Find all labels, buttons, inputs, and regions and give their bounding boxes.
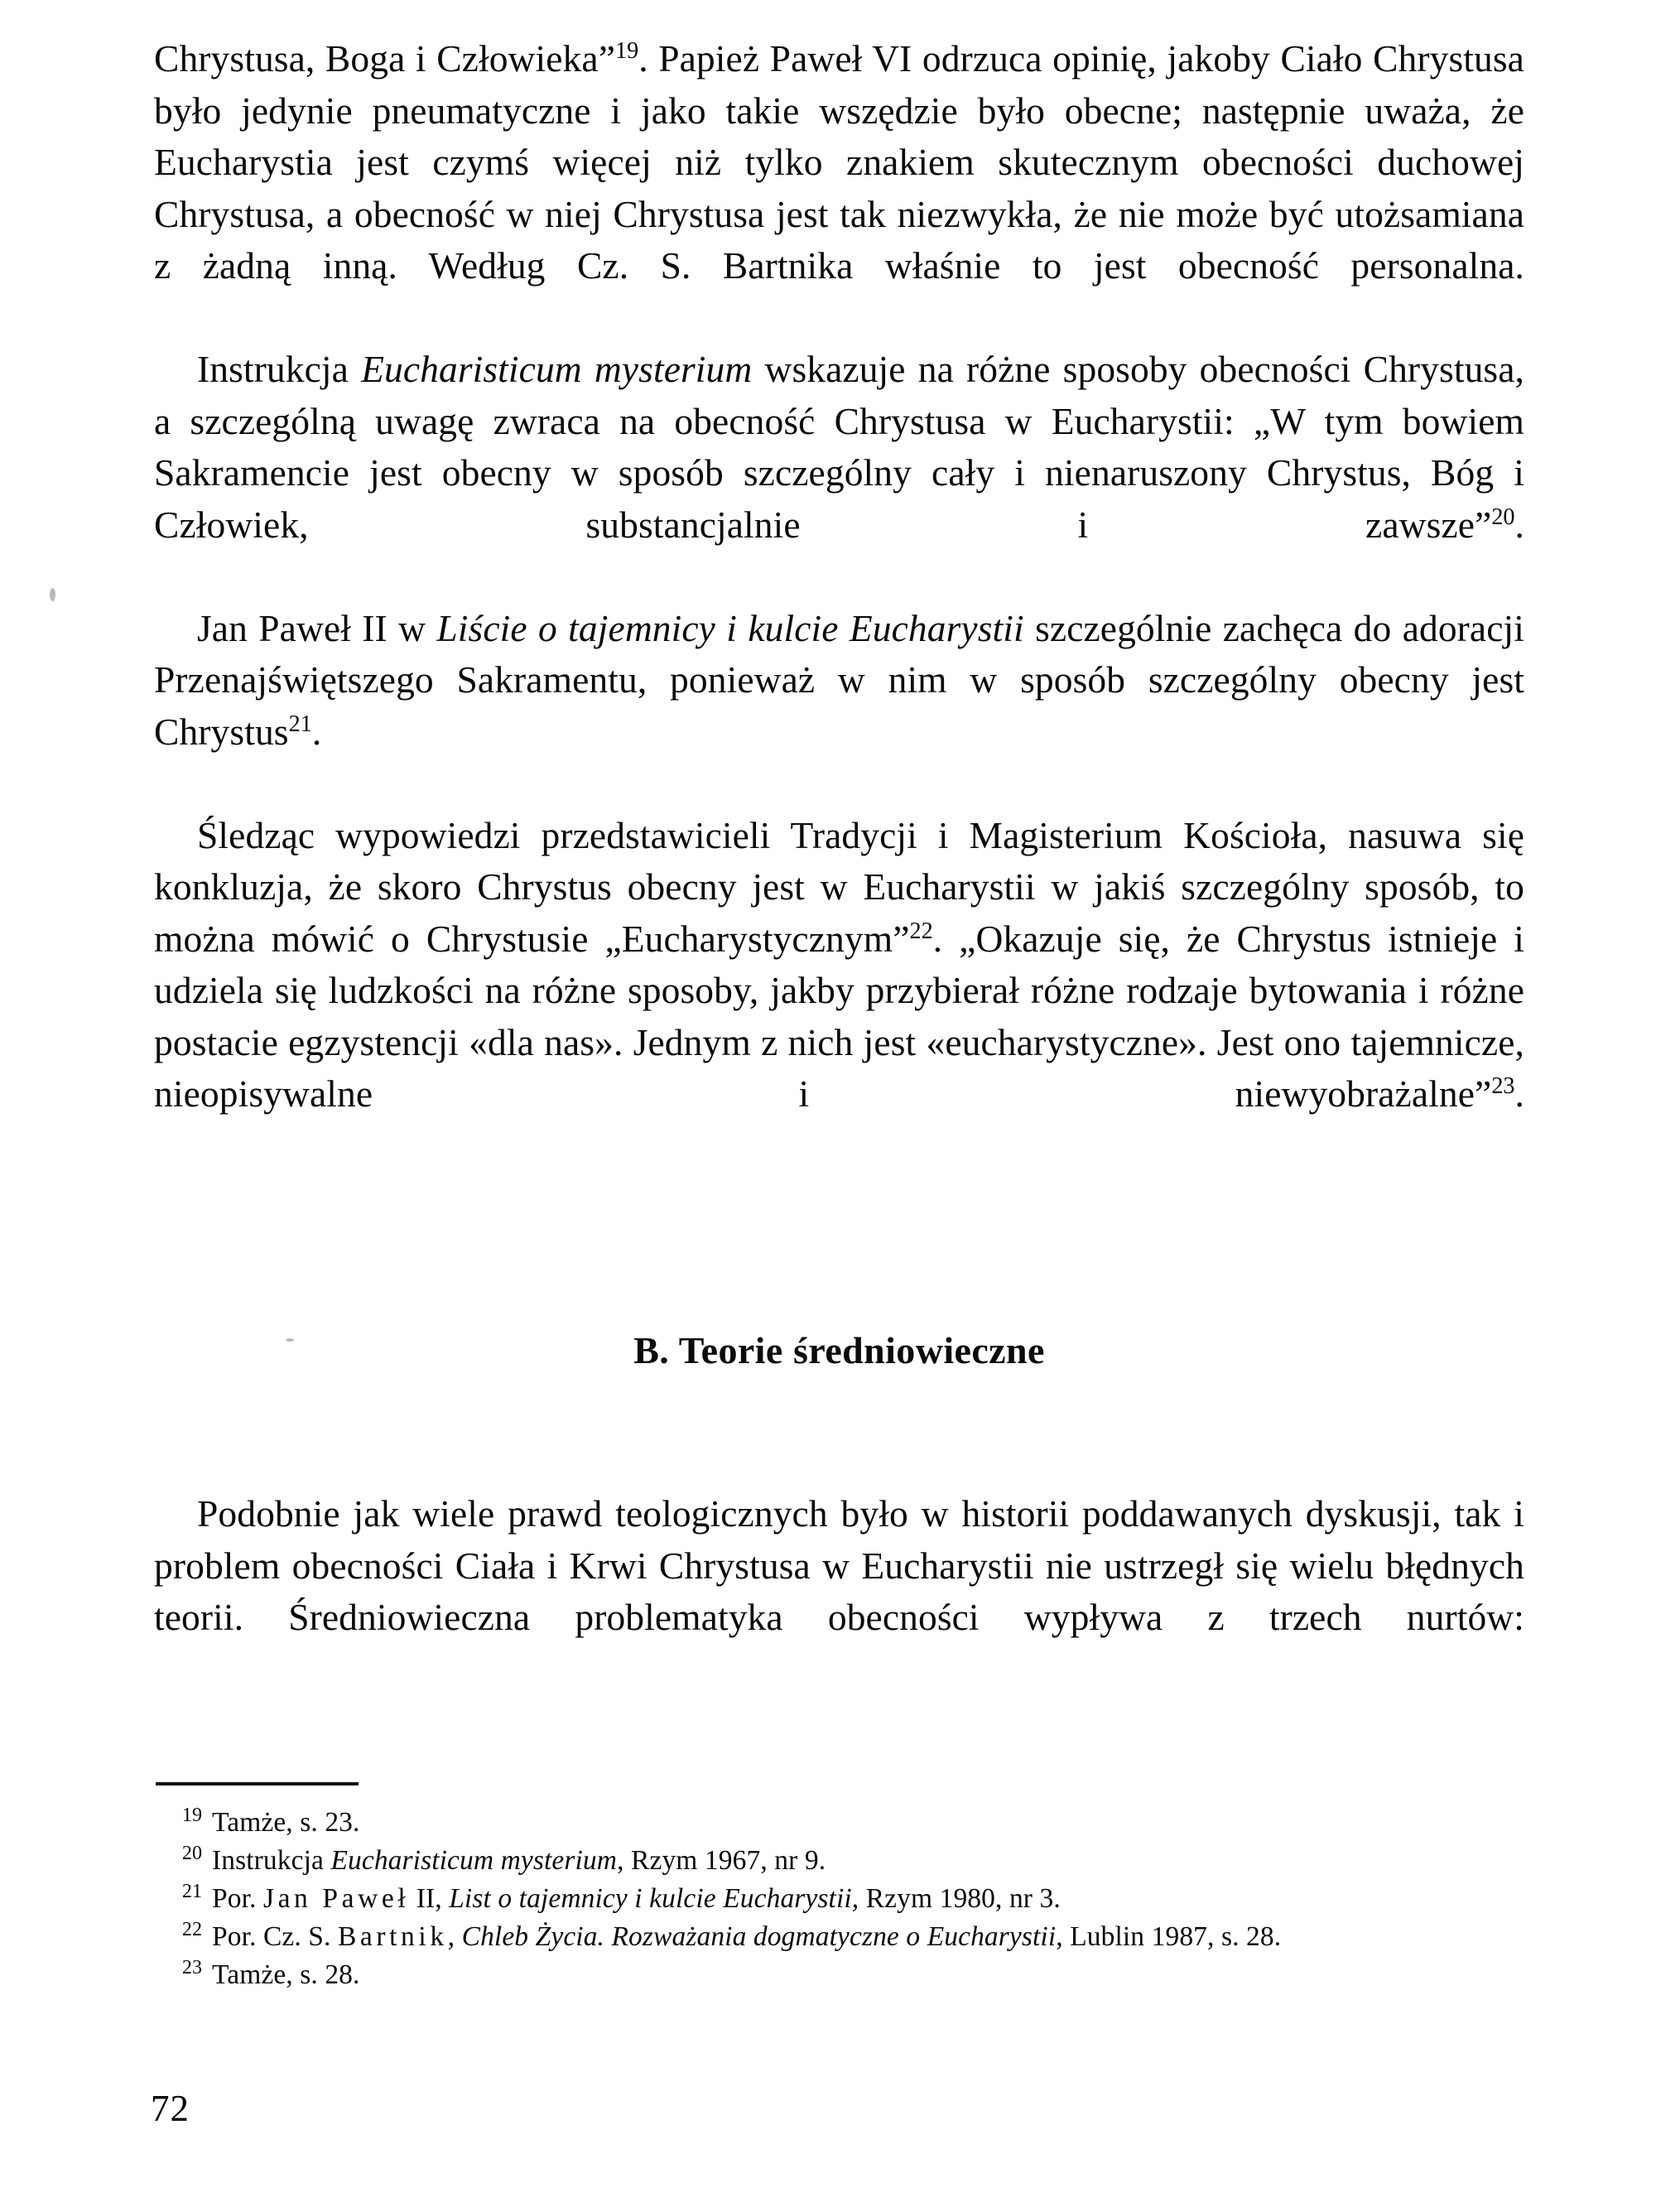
text-run: . Papież Paweł VI odrzuca opinię, jakoby Ciało Chrystusa było jedynie pneumatyczne i jako takie wszędzie było obecne; następnie uważa, że Eucharystia jest czymś więcej niż tylko znakiem skutecznym obecności duchowej Chrystusa, a obecność w niej Chrystusa jest tak niezwykła, że nie może być utożsamiana z żadną inną. Według Cz. S. Bartnika właśnie to jest obecność personalna.: [154, 37, 1524, 287]
author-name: Bartnik: [337, 1921, 448, 1952]
footnote-area: [154, 1782, 1524, 1994]
footnote-item: [154, 1880, 1524, 1918]
page-body: [154, 33, 1524, 1695]
text-run: , Rzym 1967, nr 9.: [617, 1845, 826, 1876]
text-run: Jan Paweł II w: [197, 606, 437, 649]
paragraph-1: [154, 33, 1524, 344]
text-run: , Rzym 1980, nr 3.: [851, 1883, 1061, 1914]
italic-title: Eucharisticum mysterium: [361, 348, 753, 390]
footnote-item: [154, 1956, 1524, 1994]
paragraph-4: [154, 810, 1524, 1173]
text-run: szczególnie zachęca do adoracji Przenajświętszego Sakramentu, ponieważ w nim w sposób szczególny obecny jest Chrystus: [154, 606, 1525, 753]
paragraph-3: [154, 603, 1524, 810]
footnote-text: [212, 1807, 360, 1838]
italic-title: List o tajemnicy i kulcie Eucharystii: [449, 1883, 852, 1914]
footnote-marker: [154, 1918, 202, 1956]
footnote-marker: [154, 1842, 202, 1880]
footnote-marker: [154, 1880, 202, 1918]
paragraph-5: [154, 1488, 1524, 1695]
paragraph-2: [154, 344, 1524, 603]
footnote-marker-number: 19: [181, 1804, 202, 1826]
footnote-reference: 19: [615, 37, 639, 64]
scan-speck: [50, 588, 55, 601]
footnote-reference: 21: [288, 711, 312, 737]
footnote-reference: 23: [1491, 1072, 1515, 1099]
footnote-item: [154, 1804, 1524, 1842]
footnote-marker-number: 22: [181, 1918, 202, 1940]
footnote-item: [154, 1842, 1524, 1880]
text-run: . „Okazuje się, że Chrystus istnieje i udziela się ludzkości na różne sposoby, jakby przybierał różne rodzaje bytowania i różne postacie egzystencji «dla nas». Jednym z nich jest «eucharystyczne». Jest ono tajemnicze, nieopisywalne i niewyobrażalne”: [154, 917, 1524, 1115]
text-run: ,: [447, 1921, 462, 1952]
text-run: , Lublin 1987, s. 28.: [1056, 1921, 1282, 1952]
text-run: .: [311, 710, 322, 753]
footnote-marker-number: 20: [181, 1842, 202, 1864]
footnote-separator-rule: [156, 1782, 359, 1786]
text-run: Śledząc wypowiedzi przedstawicieli Tradycji i Magisterium Kościoła, nasuwa się konkluzja, że skoro Chrystus obecny jest w Eucharystii w jakiś szczególny sposób, to można mówić o Chrystusie „Eucharystycznym”: [154, 813, 1524, 960]
text-run: Instrukcja: [197, 348, 362, 390]
text-run: Por. Cz. S.: [212, 1921, 338, 1952]
italic-title: Chleb Życia. Rozważania dogmatyczne o Eucharystii: [461, 1921, 1057, 1952]
text-run: Tamże, s. 28.: [212, 1959, 360, 1990]
footnote-reference: 22: [909, 918, 933, 944]
text-run: Tamże, s. 23.: [212, 1807, 360, 1838]
text-run: .: [1514, 503, 1524, 546]
footnote-text: [212, 1845, 826, 1876]
footnote-text: [212, 1959, 360, 1990]
footnote-marker: [154, 1956, 202, 1994]
page-number: 72: [151, 2088, 190, 2129]
text-run: Instrukcja: [212, 1845, 331, 1876]
body-text-block: [154, 33, 1524, 1695]
text-run: Por.: [212, 1883, 263, 1914]
author-name: Jan Paweł: [262, 1883, 410, 1914]
footnote-marker-number: 23: [181, 1956, 202, 1978]
italic-title: Liście o tajemnicy i kulcie Eucharystii: [436, 606, 1024, 649]
footnote-item: [154, 1918, 1524, 1956]
footnote-marker-number: 21: [181, 1880, 202, 1902]
section-heading: B. Teorie średniowieczne: [633, 1329, 1045, 1371]
footnote-list: [154, 1804, 1524, 1994]
text-run: Podobnie jak wiele prawd teologicznych było w historii poddawanych dyskusji, tak i problem obecności Ciała i Krwi Chrystusa w Eucharystii nie ustrzegł się wielu błędnych teorii. Średniowieczna problematyka obecności wypływa z trzech nurtów:: [154, 1492, 1524, 1638]
text-run: wskazuje na różne sposoby obecności Chrystusa, a szczególną uwagę zwraca na obecność Chrystusa w Eucharystii: „W tym bowiem Sakramencie jest obecny w sposób szczególny cały i nienaruszony Chrystus, Bóg i Człowiek, substancjalnie i zawsze”: [154, 348, 1525, 546]
text-run: Chrystusa, Boga i Człowieka”: [154, 37, 615, 80]
text-run: .: [1514, 1072, 1524, 1115]
footnote-text: [212, 1921, 1281, 1952]
italic-title: Eucharisticum mysterium: [330, 1845, 618, 1876]
footnote-marker: [154, 1804, 202, 1842]
heading-spacer-top: [154, 1172, 1524, 1326]
footnote-reference: 20: [1491, 504, 1515, 530]
heading-spacer-bottom: [154, 1376, 1524, 1488]
footnote-text: [212, 1883, 1061, 1914]
text-run: II,: [409, 1883, 450, 1914]
